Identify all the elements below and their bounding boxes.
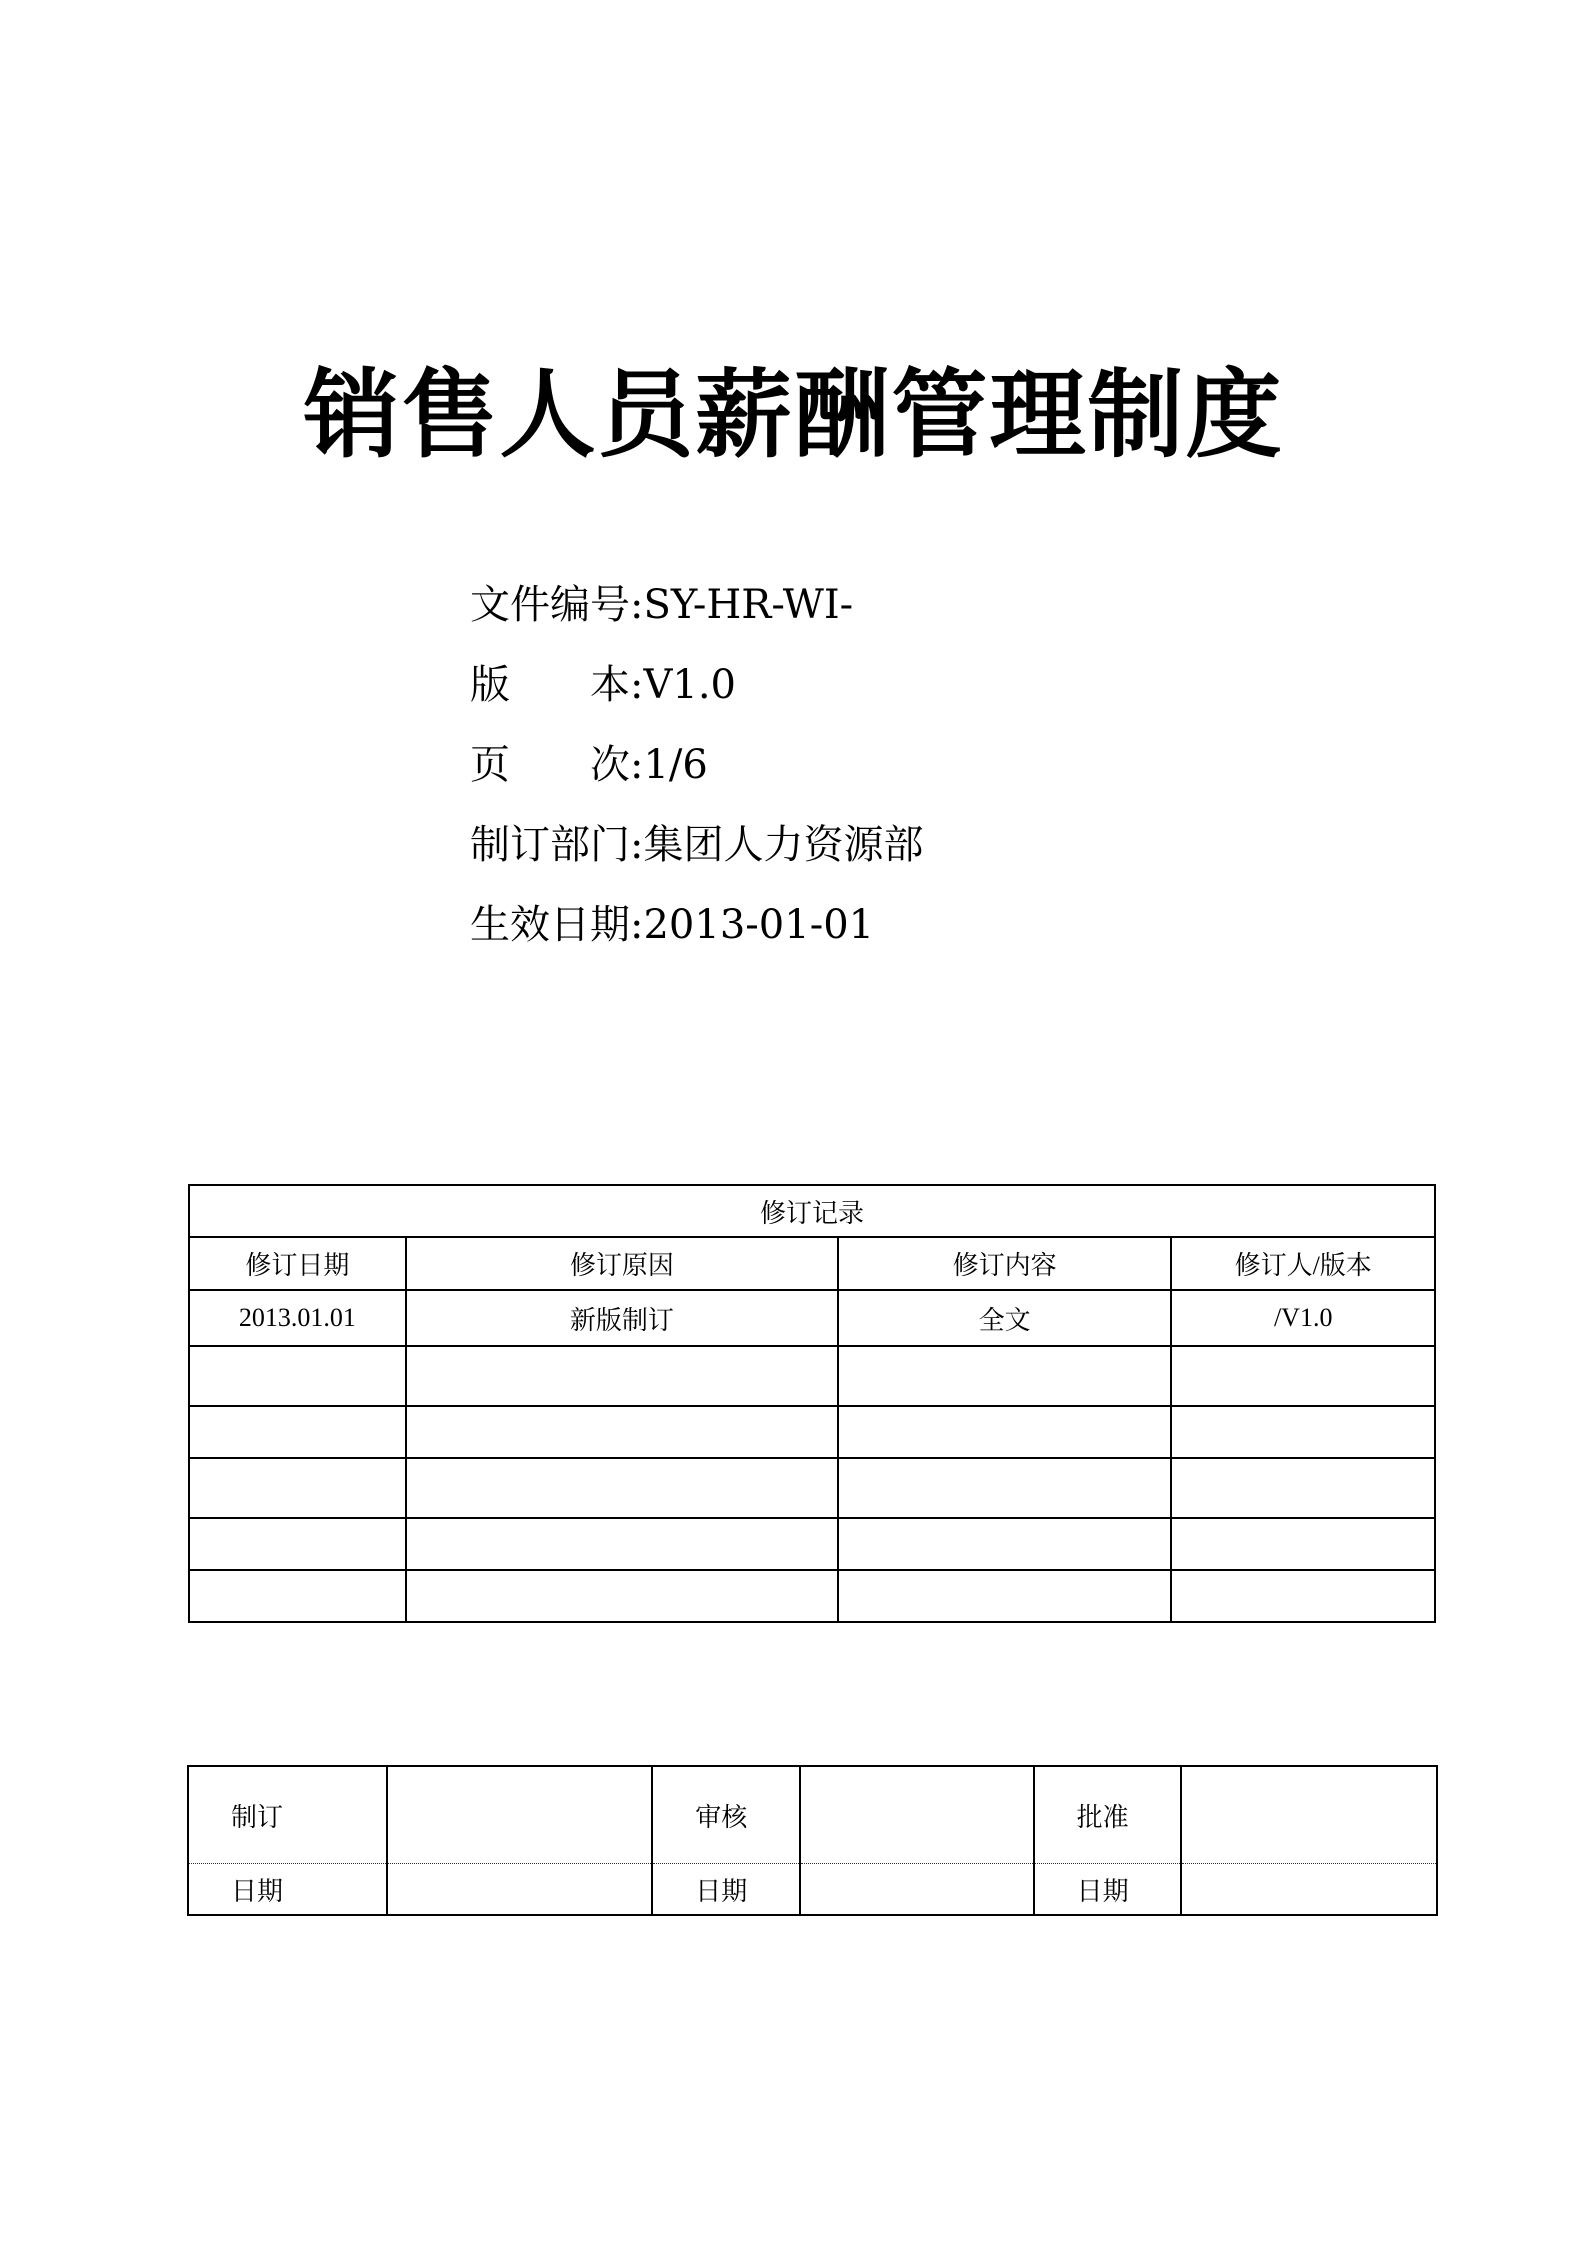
signoff-row-dates [188,1864,1437,1916]
header-reason: 修订原因 [406,1237,838,1290]
cell-date [189,1346,406,1406]
cell-date [189,1406,406,1458]
meta-value: SY-HR-WI- [643,582,854,628]
meta-label-char: 版 [470,662,510,708]
meta-file-number [470,575,923,655]
label-reviewed: 审核 [652,1766,800,1864]
cell-reason [406,1570,838,1622]
cell-reason [406,1458,838,1518]
field-approved-date [1181,1864,1437,1916]
table-row [189,1290,1435,1346]
cell-reason [406,1518,838,1570]
meta-value: 2013-01-01 [643,902,875,948]
field-drafted-date [387,1864,652,1916]
label-drafted: 制订 [188,1766,387,1864]
label-approved-date: 日期 [1034,1864,1182,1916]
cell-reviser-version [1171,1406,1435,1458]
meta-effective-date [470,895,923,975]
label-drafted-date: 日期 [188,1864,387,1916]
table-row [189,1406,1435,1458]
meta-label: 生效日期 [470,902,630,948]
revision-header-row [189,1237,1435,1290]
signoff-row-roles [188,1766,1437,1864]
cell-content [838,1346,1171,1406]
cell-content: 全文 [838,1290,1171,1346]
meta-separator: : [630,662,644,708]
meta-separator: : [630,902,644,948]
header-content: 修订内容 [838,1237,1171,1290]
meta-department [470,815,923,895]
cell-reviser-version [1171,1346,1435,1406]
cell-date [189,1518,406,1570]
label-approved: 批准 [1034,1766,1182,1864]
cell-content [838,1458,1171,1518]
revision-caption-row [189,1185,1435,1237]
cell-reviser-version [1171,1458,1435,1518]
cell-content [838,1406,1171,1458]
field-reviewed-date [800,1864,1034,1916]
document-title: 销售人员薪酬管理制度 [303,359,1284,471]
table-row [189,1346,1435,1406]
meta-value: 1/6 [643,742,708,788]
meta-value: V1.0 [643,662,736,708]
cell-reason [406,1346,838,1406]
cell-reviser-version: /V1.0 [1171,1290,1435,1346]
table-row [189,1458,1435,1518]
cell-date: 2013.01.01 [189,1290,406,1346]
header-reviser-version: 修订人/版本 [1171,1237,1435,1290]
signoff-table [187,1765,1438,1916]
field-drafted-by [387,1766,652,1864]
meta-label: 制订部门 [470,822,630,868]
field-reviewed-by [800,1766,1034,1864]
meta-value: 集团人力资源部 [643,822,924,868]
meta-separator: : [630,822,644,868]
header-date: 修订日期 [189,1237,406,1290]
meta-separator: : [630,582,644,628]
cell-content [838,1518,1171,1570]
cell-date [189,1458,406,1518]
meta-separator: : [630,742,644,788]
document-meta [470,575,923,975]
cell-reviser-version [1171,1570,1435,1622]
cell-reviser-version [1171,1518,1435,1570]
label-reviewed-date: 日期 [652,1864,800,1916]
cell-date [189,1570,406,1622]
cell-reason [406,1406,838,1458]
meta-label [470,655,630,715]
meta-label-char: 页 [470,742,510,788]
revision-caption: 修订记录 [189,1185,1435,1237]
meta-label: 文件编号 [470,582,630,628]
meta-version [470,655,923,735]
revision-table [188,1184,1436,1623]
meta-label [470,735,630,795]
meta-label-char: 次 [590,742,630,788]
cell-reason: 新版制订 [406,1290,838,1346]
table-row [189,1570,1435,1622]
field-approved-by [1181,1766,1437,1864]
cell-content [838,1570,1171,1622]
meta-page [470,735,923,815]
table-row [189,1518,1435,1570]
meta-label-char: 本 [590,662,630,708]
